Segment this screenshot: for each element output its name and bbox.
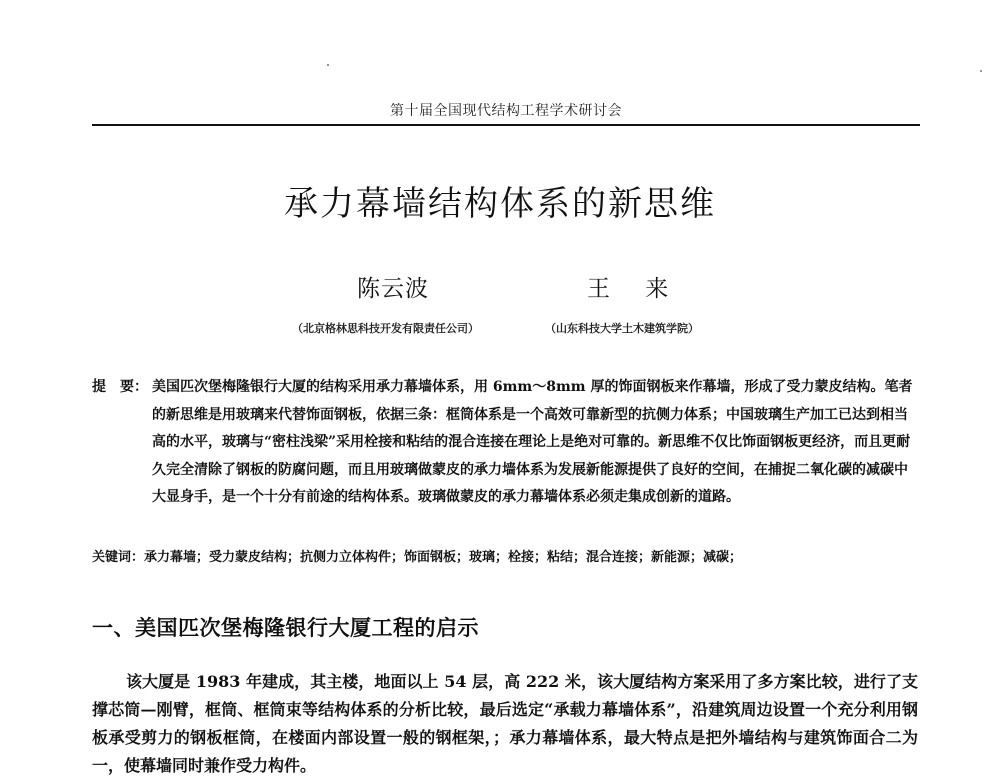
section-heading: 一、美国匹次堡梅隆银行大厦工程的启示	[92, 616, 479, 640]
abstract-text: 美国匹次堡梅隆银行大厦的结构采用承力幕墙体系，用 6mm～8mm 厚的饰面钢板来作幕墙，形成了受力蒙皮结构。笔者的新思维是用玻璃来代替饰面钢板，依据三条：框筒体系是一个高效可靠新型的抗侧力体系；中国玻璃生产加工已达到相当高的水平，玻璃与“密柱浅梁”采用栓接和粘结的混合连接在理论上是绝对可靠的。新思维不仅比饰面钢板更经济，而且更耐久完全清除了钢板的防腐问题，而且用玻璃做蒙皮的承力墙体系为发展新能源提供了良好的空间，在捕捉二氧化碳的减碳中大显身手，是一个十分有前途的结构体系。玻璃做蒙皮的承力幕墙体系必须走集成创新的道路。	[152, 379, 913, 505]
author-affiliation: （山东科技大学土木建筑学院）	[545, 322, 699, 335]
author-name: 王 来	[587, 276, 683, 302]
keywords-text: 承力幕墙；受力蒙皮结构；抗侧力立体构件；饰面钢板；玻璃；栓接；粘结；混合连接；新能源；减碳；	[144, 550, 743, 565]
keywords	[92, 546, 918, 565]
abstract	[92, 374, 918, 512]
keywords-label: 关键词：	[92, 550, 145, 565]
scan-speck	[980, 70, 982, 72]
header-rule	[92, 124, 920, 126]
scan-speck	[327, 64, 329, 66]
paper-title: 承力幕墙结构体系的新思维	[284, 184, 716, 224]
author-name: 陈云波	[357, 276, 429, 302]
running-header: 第十届全国现代结构工程学术研讨会	[390, 103, 622, 119]
author-affiliation: （北京格林思科技开发有限责任公司）	[292, 322, 479, 335]
abstract-label: 提 要：	[92, 379, 148, 395]
body-paragraph: 该大厦是 1983 年建成，其主楼，地面以上 54 层，高 222 米，该大厦结构方案采用了多方案比较，进行了支撑芯筒—刚臂，框筒、框筒束等结构体系的分析比较，最后选定“承载力幕墙体系”，沿建筑周边设置一个充分利用钢板承受剪力的钢板框筒，在楼面内部设置一般的钢框架，；承力幕墙体系，最大特点是把外墙结构与建筑饰面合二为一，使幕墙同时兼作受力构件。	[92, 672, 918, 775]
